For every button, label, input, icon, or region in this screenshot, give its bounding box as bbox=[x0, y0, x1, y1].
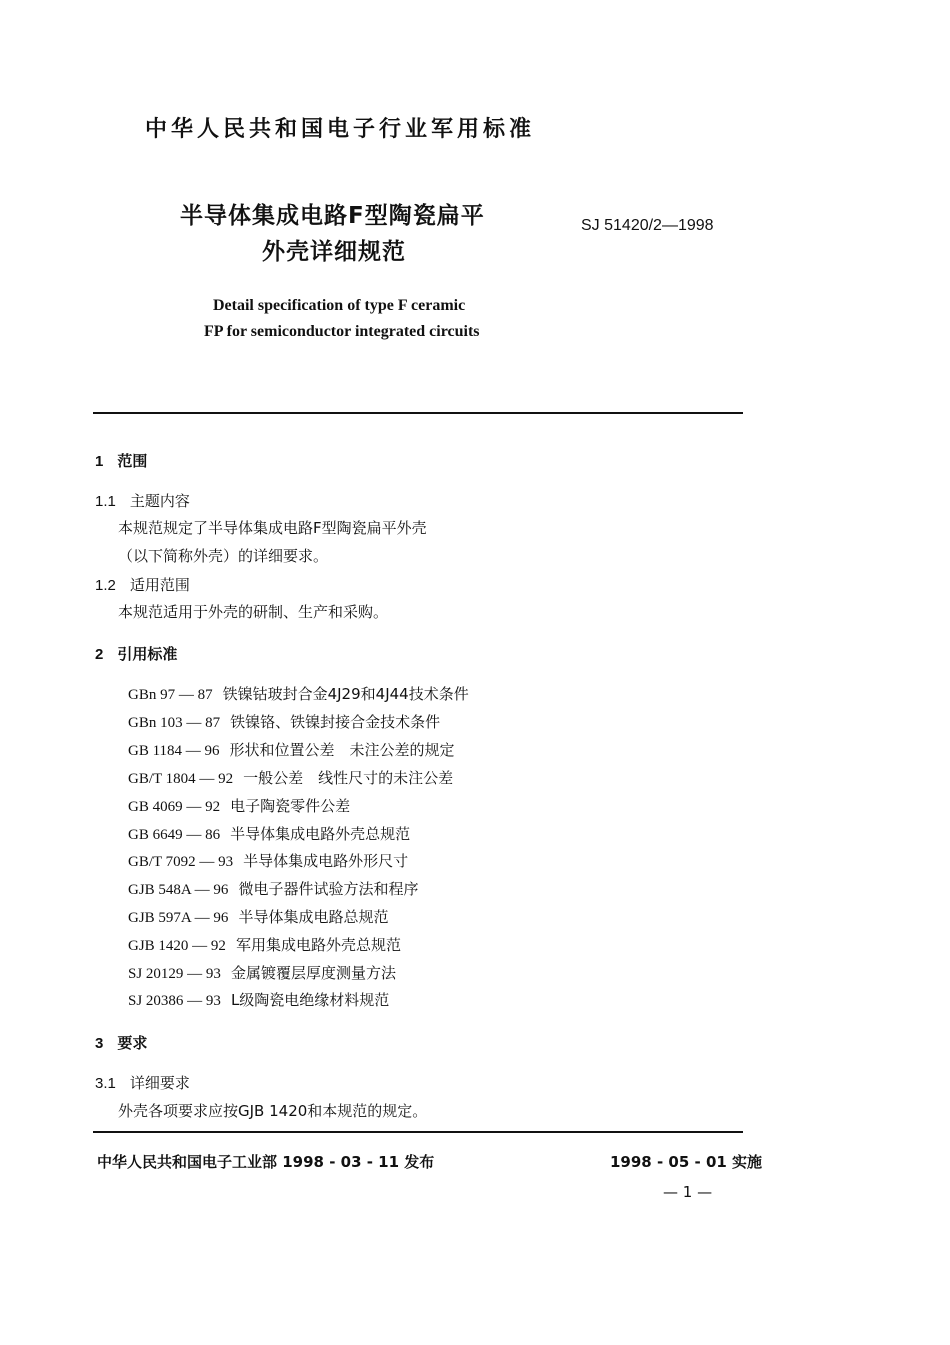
section-number: 3 bbox=[95, 1035, 104, 1052]
reference-name: 军用集成电路外壳总规范 bbox=[235, 936, 401, 954]
paragraph-line: 本规范适用于外壳的研制、生产和采购。 bbox=[118, 603, 389, 621]
reference-code: GB 1184 — 96 bbox=[128, 743, 220, 759]
reference-code: GB 4069 — 92 bbox=[128, 799, 221, 815]
reference-name: 半导体集成电路外形尺寸 bbox=[243, 852, 409, 870]
section-1-heading bbox=[95, 450, 147, 471]
reference-item bbox=[128, 878, 418, 899]
reference-item bbox=[128, 906, 388, 927]
reference-name: 铁镍钴玻封合金4J29和4J44技术条件 bbox=[222, 685, 469, 703]
section-3-heading bbox=[95, 1032, 147, 1053]
section-number: 1 bbox=[95, 453, 104, 470]
effective-date: 1998 - 05 - 01 实施 bbox=[610, 1153, 763, 1171]
reference-item bbox=[128, 850, 408, 871]
reference-item bbox=[128, 683, 469, 704]
reference-code: GBn 103 — 87 bbox=[128, 715, 221, 731]
reference-item bbox=[128, 739, 455, 760]
reference-item bbox=[128, 934, 401, 955]
english-title-line-1: Detail specification of type F ceramic bbox=[213, 297, 466, 314]
subsection-title: 详细要求 bbox=[129, 1074, 190, 1092]
subsection-number: 1.2 bbox=[95, 577, 116, 594]
reference-name: L级陶瓷电绝缘材料规范 bbox=[230, 991, 390, 1009]
paragraph-line: 本规范规定了半导体集成电路F型陶瓷扁平外壳 bbox=[118, 519, 427, 537]
reference-name: 一般公差 线性尺寸的未注公差 bbox=[243, 769, 454, 787]
reference-name: 半导体集成电路总规范 bbox=[238, 908, 389, 926]
english-title-line-2: FP for semiconductor integrated circuits bbox=[204, 323, 480, 340]
section-2-heading bbox=[95, 643, 177, 664]
section-title: 范围 bbox=[117, 452, 148, 470]
reference-name: 微电子器件试验方法和程序 bbox=[238, 880, 419, 898]
reference-item bbox=[128, 795, 350, 816]
subsection-number: 1.1 bbox=[95, 493, 116, 510]
reference-name: 电子陶瓷零件公差 bbox=[230, 797, 351, 815]
reference-code: GB 6649 — 86 bbox=[128, 827, 221, 843]
reference-code: GB/T 7092 — 93 bbox=[128, 854, 234, 870]
issue-date: 中华人民共和国电子工业部 1998 - 03 - 11 发布 bbox=[97, 1153, 435, 1171]
subsection-title: 适用范围 bbox=[129, 576, 190, 594]
document-title-line-1: 半导体集成电路F型陶瓷扁平 bbox=[180, 203, 485, 229]
reference-name: 铁镍铬、铁镍封接合金技术条件 bbox=[230, 713, 441, 731]
subsection-number: 3.1 bbox=[95, 1075, 116, 1092]
reference-item bbox=[128, 711, 440, 732]
section-number: 2 bbox=[95, 646, 104, 663]
reference-code: GBn 97 — 87 bbox=[128, 687, 213, 703]
reference-name: 半导体集成电路外壳总规范 bbox=[230, 825, 411, 843]
header-divider bbox=[93, 412, 743, 414]
reference-code: SJ 20129 — 93 bbox=[128, 966, 221, 982]
reference-name: 金属镀覆层厚度测量方法 bbox=[230, 964, 396, 982]
reference-item bbox=[128, 823, 410, 844]
document-title-line-2: 外壳详细规范 bbox=[262, 239, 406, 265]
reference-name: 形状和位置公差 未注公差的规定 bbox=[229, 741, 455, 759]
reference-item bbox=[128, 962, 396, 983]
subsection-1-2-heading bbox=[95, 574, 190, 595]
issuing-organization: 中华人民共和国电子行业军用标准 bbox=[145, 117, 536, 142]
reference-item bbox=[128, 767, 453, 788]
subsection-title: 主题内容 bbox=[129, 492, 190, 510]
subsection-1-1-heading bbox=[95, 490, 190, 511]
reference-code: GJB 1420 — 92 bbox=[128, 938, 226, 954]
footer-divider bbox=[93, 1131, 743, 1133]
paragraph-line: （以下简称外壳）的详细要求。 bbox=[118, 547, 329, 565]
paragraph-line: 外壳各项要求应按GJB 1420和本规范的规定。 bbox=[118, 1102, 428, 1120]
reference-code: GJB 548A — 96 bbox=[128, 882, 229, 898]
standard-number: SJ 51420/2—1998 bbox=[581, 217, 714, 234]
section-title: 要求 bbox=[117, 1034, 148, 1052]
subsection-3-1-heading bbox=[95, 1072, 190, 1093]
reference-item bbox=[128, 989, 389, 1010]
section-title: 引用标准 bbox=[117, 645, 178, 663]
reference-code: SJ 20386 — 93 bbox=[128, 993, 221, 1009]
reference-code: GJB 597A — 96 bbox=[128, 910, 229, 926]
reference-code: GB/T 1804 — 92 bbox=[128, 771, 234, 787]
page-number: — 1 — bbox=[663, 1183, 713, 1201]
